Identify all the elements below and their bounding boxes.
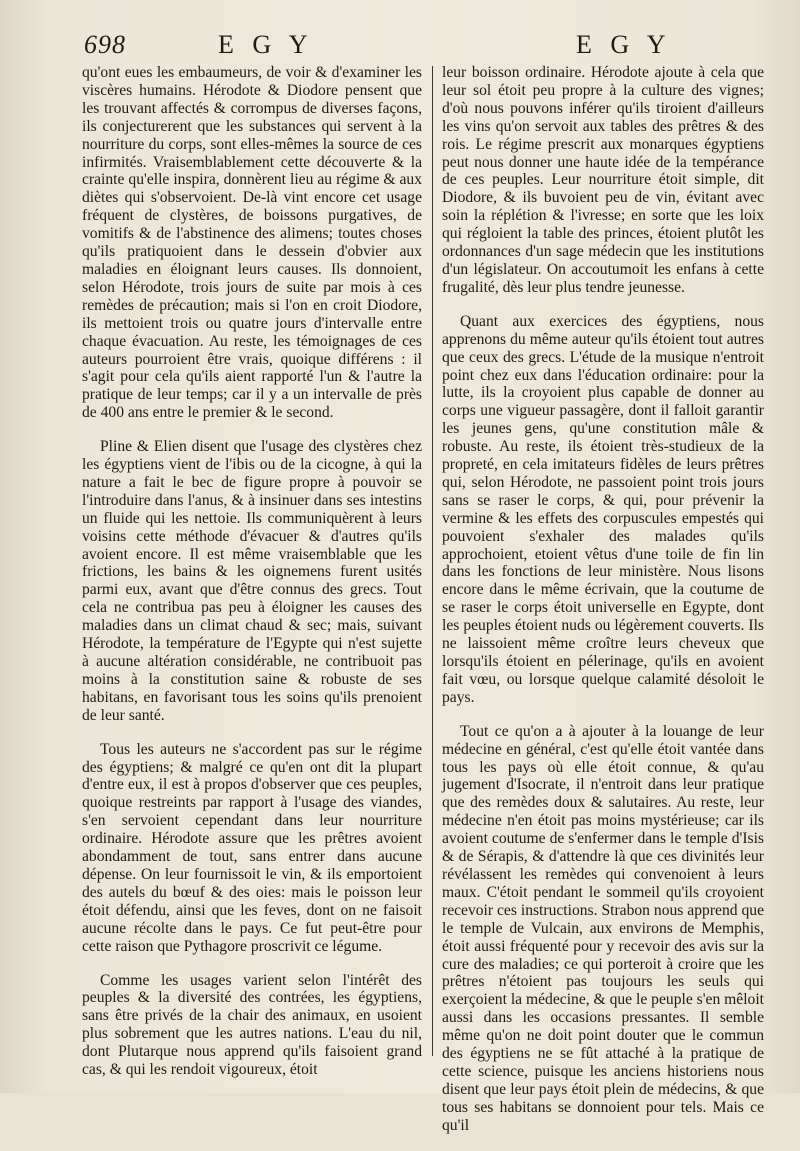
running-head-right: E G Y [576,30,672,59]
paragraph: leur boisson ordinaire. Hérodote ajoute à cela que leur sol étoit peu propre à la culture des vignes; d'où nous pouvons inférer qu'ils tiroient d'ailleurs les vins qu'on servoit aux tables des prêtres & des rois. Le régime prescrit aux monarques égyptiens peut nous donner une haute idée de la tempérance de ces peuples. Leur nourriture étoit simple, dit Diodore, & ils buvoient peu de vin, évitant avec soin la réplétion & l'ivresse; en sorte que les loix qui régloient la table des princes, étoient plutôt les ordonnances d'un sage médecin que les institutions d'un législateur. On accoutumoit les enfans à cette frugalité, dès leur plus tendre jeunesse. [442,64,764,296]
paragraph: qu'ont eues les embaumeurs, de voir & d'examiner les viscères humains. Hérodote & Diodore pensent que les trouvant affectés & corrompus de diverses façons, ils conjecturerent que les substances qui servent à la nourriture du corps, sont elles-mêmes la source de ces infirmités. Vraisemblablement cette découverte & la crainte qu'elle inspira, donnèrent lieu au régime & aux diètes qui s'observoient. De-là vint encore cet usage fréquent de clystères, de boissons purgatives, de vomitifs & de l'abstinence des alimens; toutes choses qu'ils pratiquoient dans le dessein d'obvier aux maladies en éloignant leurs causes. Ils donnoient, selon Hérodote, trois jours de suite par mois à ces remèdes de précaution; mais si l'on en croit Diodore, ils mettoient trois ou quatre jours d'intervalle entre chaque évacuation. Au reste, les témoignages de ces auteurs pourroient être vrais, quoique différens : il s'agit pour cela qu'ils aient rapporté l'un & l'autre la pratique de leur temps; car il y a un intervalle de près de 400 ans entre le premier & le second. [82,64,422,422]
column-divider [432,66,433,1056]
paragraph: Comme les usages varient selon l'intérêt des peuples & la diversité des contrées, les égyptiens, sans être privés de la chair des animaux, en usoient plus sobrement que les autres nations. L'eau du nil, dont Plutarque nous apprend qu'ils faisoient grand cas, & qui les rendoit vigoureux, étoit [82,971,422,1079]
page-header [0,30,800,66]
paragraph: Tout ce qu'on a à ajouter à la louange de leur médecine en général, c'est qu'elle étoit vantée dans tous les pays où elle étoit connue, & qu'au jugement d'Isocrate, il n'entroit dans leur pratique que des remèdes doux & salutaires. Au reste, leur médecine n'en étoit pas moins mystérieuse; car ils avoient coutume de s'enfermer dans le temple d'Isis & de Sérapis, & d'attendre là que ces divinités leur révélassent les remèdes qui convenoient à leurs maux. C'étoit pendant le sommeil qu'ils croyoient recevoir ces instructions. Strabon nous apprend que le temple de Vulcain, aux environs de Memphis, étoit aussi fréquenté pour y recevoir des avis sur la cure des maladies; ce qui porteroit à croire que les prêtres n'étoient pas toujours les seuls qui exerçoient la médecine, & que le peuple s'en mêloit aussi dans les occasions pressantes. Il semble même qu'on ne doit point douter que le commun des égyptiens ne se fût attaché à la pratique de cette science, puisque les anciens historiens nous disent que leur pays étoit plein de médecins, & que tous ses habitans se donnoient pour tels. Mais ce qu'il [442,722,764,1134]
page-number: 698 [84,30,126,59]
right-column [442,64,764,1151]
paragraph: Tous les auteurs ne s'accordent pas sur le régime des égyptiens; & malgré ce qu'en ont dit la plupart d'entre eux, il est à propos d'observer que ces peuples, quoique restreints par rapport à l'usage des viandes, s'en servoient cependant dans leur nourriture ordinaire. Hérodote assure que les prêtres avoient abondamment de tout, sans entrer dans aucune dépense. On leur fournissoit le vin, & ils emportoient des autels du bœuf & des oies: mais le poisson leur étoit défendu, ainsi que les feves, dont on ne faisoit aucune récolte dans le pays. Ce fut peut-être pour cette raison que Pythagore proscrivit ce légume. [82,740,422,955]
paragraph: Pline & Elien disent que l'usage des clystères chez les égyptiens vient de l'ibis ou de la cicogne, à qui la nature a fait le bec de figure propre à pouvoir se l'introduire dans l'anus, & à insinuer dans ses intestins un fluide qui les nettoie. Ils communiquèrent à leurs voisins cette méthode d'évacuer & d'autres qu'ils avoient encore. Il est même vraisemblable que les frictions, les bains & les oignemens furent usités parmi eux, avant que d'être connus des grecs. Tout cela ne contribua pas peu à éloigner les causes des maladies dans un climat chaud & sec; mais, suivant Hérodote, la température de l'Egypte qui n'est sujette à aucune altération considérable, ne contribuoit pas moins à la constitution saine & robuste de ses habitans, en favorisant tous les soins qu'ils prenoient de leur santé. [82,438,422,724]
paragraph: Quant aux exercices des égyptiens, nous apprenons du même auteur qu'ils étoient tout autres que ceux des grecs. L'étude de la musique n'entroit point chez eux dans l'éducation ordinaire: pour la lutte, ils la croyoient plus capable de donner au corps une vigueur passagère, dont il falloit garantir les jeunes gens, qu'une constitution mâle & robuste. Au reste, ils étoient très-studieux de la propreté, en cela imitateurs fidèles de leurs prêtres qui, selon Hérodote, ne passoient point trois jours sans se raser le corps, & qui, pour prévenir la vermine & les effets des corpuscules empestés qui pouvoient s'exhaler des malades qu'ils approchoient, etoient vêtus d'une toile de fin lin dans les fonctions de leur ministère. Nous lisons encore dans le même écrivain, que la coutume de se raser le corps étoit universelle en Egypte, dont les peuples étoient nuds ou légèrement couverts. Ils ne laissoient même croître leurs cheveux que lorsqu'ils étoient en pélerinage, qu'ils en avoient fait vœu, ou lorsque quelque calamité désoloit le pays. [442,312,764,706]
left-column [82,64,422,1095]
running-head-left: E G Y [218,30,314,59]
